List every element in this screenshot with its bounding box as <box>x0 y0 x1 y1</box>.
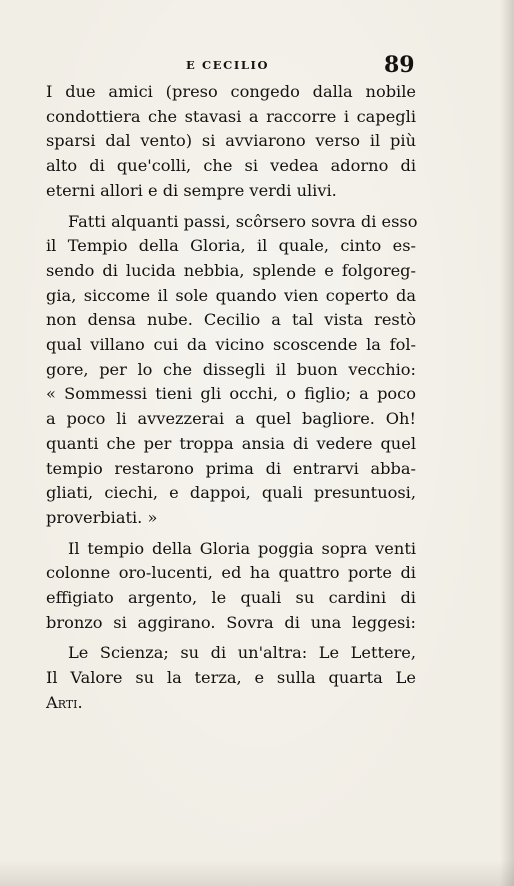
text-line: tempio restarono prima di entrarvi abba- <box>46 458 416 478</box>
text-line: quanti che per troppa ansia di vedere quel <box>46 433 416 453</box>
text-line: bronzo si aggirano. Sovra di una leggesi: <box>46 612 416 632</box>
text-line: il Tempio della Gloria, il quale, cinto es- <box>46 236 416 256</box>
text-line: colonne oro-lucenti, ed ha quattro porte di <box>46 563 416 583</box>
text-line: non densa nube. Cecilio a tal vista restò <box>46 310 416 330</box>
text-line: effigiato argento, le quali su cardini di <box>46 588 416 608</box>
body-text <box>46 80 416 722</box>
text-line: Il Valore su la terza, e sulla quarta Le <box>46 668 416 688</box>
paragraph-2 <box>46 210 416 531</box>
text-line: alto di que'colli, che si vedea adorno di <box>46 156 416 176</box>
page-bottom-stain <box>0 860 514 886</box>
paragraph-3 <box>46 537 416 636</box>
paragraph-1 <box>46 80 416 204</box>
text-line: Il tempio della Gloria poggia sopra venti <box>68 538 416 558</box>
text-line: proverbiati. » <box>46 507 158 527</box>
text-line: a poco li avvezzerai a quel bagliore. Oh! <box>46 409 416 429</box>
text-line: Le Scienza; su di un'altra: Le Lettere, <box>68 643 416 663</box>
text-line: Fatti alquanti passi, scôrsero sovra di esso <box>68 211 418 231</box>
paragraph-4 <box>46 641 416 715</box>
text-line: gore, per lo che dissegli il buon vecchio: <box>46 359 416 379</box>
running-head: E CECILIO <box>186 58 270 72</box>
text-line: « Sommessi tieni gli occhi, o figlio; a poco <box>46 384 416 404</box>
text-line: Arti. <box>46 692 83 712</box>
text-line: gliati, ciechi, e dappoi, quali presuntuosi, <box>46 483 416 503</box>
text-line: eterni allori e di sempre verdi ulivi. <box>46 180 337 200</box>
page-number: 89 <box>384 52 415 78</box>
text-line: I due amici (preso congedo dalla nobile <box>46 82 416 101</box>
page-edge-shadow <box>500 0 514 886</box>
text-line: qual villano cui da vicino scoscende la fol- <box>46 335 416 355</box>
text-line: condottiera che stavasi a raccorre i capegli <box>46 106 416 126</box>
page-header <box>48 52 415 82</box>
text-line: sendo di lucida nebbia, splende e folgoreg- <box>46 260 416 280</box>
text-line: gia, siccome il sole quando vien coperto da <box>46 285 416 305</box>
text-line: sparsi dal vento) si avviarono verso il più <box>46 131 416 151</box>
